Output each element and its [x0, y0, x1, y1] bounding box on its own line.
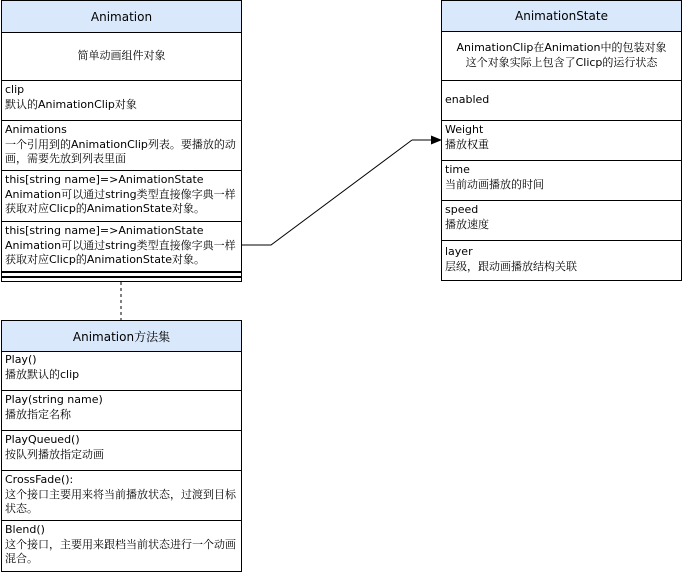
method-play: Play() 播放默认的clip	[2, 351, 241, 391]
animation-state-description: AnimationClip在Animation中的包装对象 这个对象实际上包含了Clicp的运行状态	[442, 31, 681, 81]
field-clip: clip 默认的AnimationClip对象	[2, 81, 241, 121]
class-divider	[2, 271, 241, 273]
field-enabled: enabled	[442, 81, 681, 121]
field-speed: speed 播放速度	[442, 201, 681, 241]
animation-class-description: 简单动画组件对象	[2, 32, 241, 81]
field-indexer-1: this[string name]=>AnimationState Animation可以通过string类型直接像字典一样获取对应Clicp的AnimationState对象。	[2, 171, 241, 222]
class-divider-2	[2, 276, 241, 278]
method-crossfade: CrossFade(): 这个接口主要用来将当前播放状态，过渡到目标状态。	[2, 471, 241, 521]
indexer-to-state-connector	[242, 140, 412, 245]
animation-methods-class	[1, 320, 242, 572]
animation-methods-header: Animation方法集	[2, 321, 241, 352]
animation-class-header: Animation	[2, 1, 241, 33]
field-weight: Weight 播放权重	[442, 121, 681, 161]
animation-state-class	[441, 0, 682, 281]
animation-state-header: AnimationState	[442, 1, 681, 32]
field-time: time 当前动画播放的时间	[442, 161, 681, 201]
method-play-name: Play(string name) 播放指定名称	[2, 391, 241, 431]
field-indexer-2: this[string name]=>AnimationState Animation可以通过string类型直接像字典一样获取对应Clicp的AnimationState对象。	[5, 224, 236, 266]
method-blend: Blend() 这个接口，主要用来跟档当前状态进行一个动画混合。	[5, 523, 236, 565]
method-play-queued: PlayQueued() 按队列播放指定动画	[2, 431, 241, 471]
field-layer: layer 层级，跟动画播放结构关联	[445, 245, 577, 273]
field-animations: Animations 一个引用到的AnimationClip列表。要播放的动画，需要先放到列表里面	[2, 121, 241, 171]
animation-class	[1, 0, 242, 282]
